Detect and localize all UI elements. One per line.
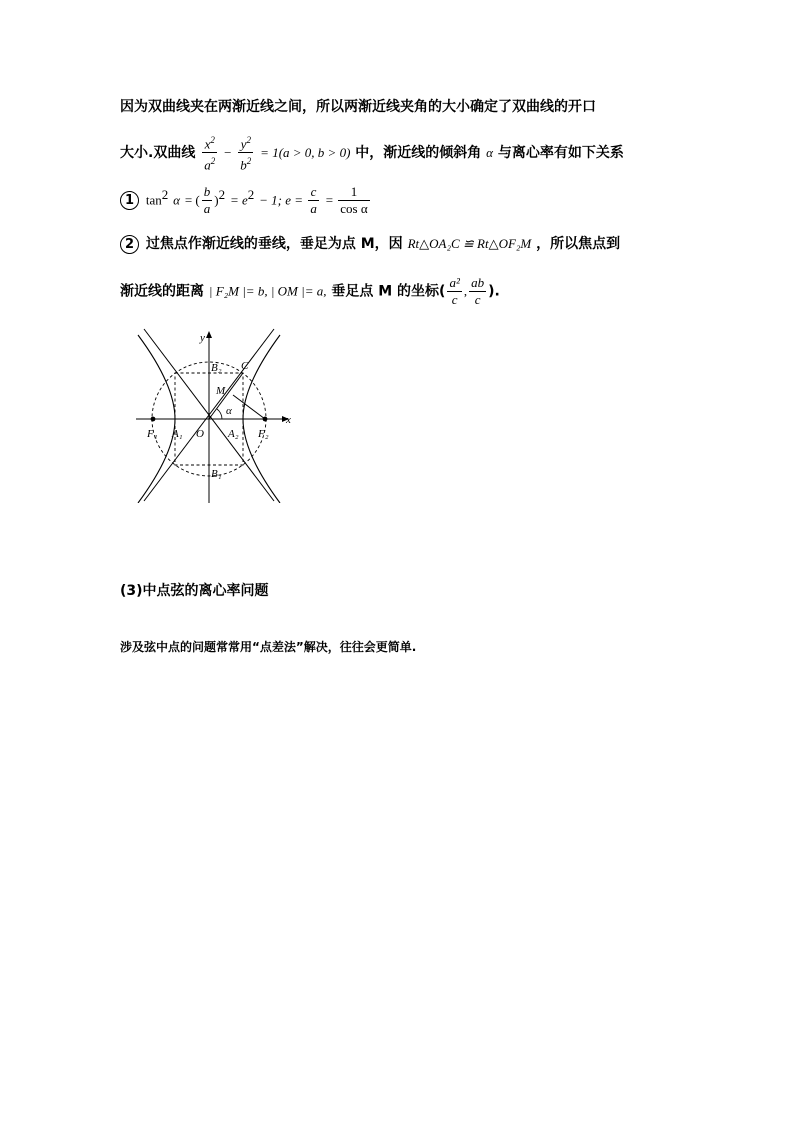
- paragraph-line-2: [120, 132, 624, 174]
- circled-number-1: 1: [120, 191, 139, 210]
- coord-ab: ab: [471, 275, 485, 290]
- label-A2: A₂: [228, 428, 239, 440]
- para1-end: 与离心率有如下关系: [497, 144, 624, 161]
- item-2-line-1: [120, 233, 620, 254]
- coord-c2: c: [474, 292, 481, 307]
- hyperbola-figure: [134, 327, 294, 503]
- frac-a: a: [203, 201, 211, 216]
- focus-F2-dot: [263, 417, 268, 422]
- alpha-1: α: [173, 192, 180, 208]
- frac-1: 1: [338, 184, 369, 201]
- fraction-1-cos: [338, 184, 369, 217]
- fraction-y2-b2: $\frac{y^2}{b^2}$: [238, 132, 253, 174]
- coord-c: c: [451, 292, 458, 307]
- label-y: y: [200, 332, 205, 344]
- fraction-c-a: [308, 184, 319, 217]
- focus-F1-dot: [151, 417, 156, 422]
- item-1-formula: 1 $\tan^2 \alpha$ = ( $\frac{b}{a}$ )$^2 = e^2 - 1$; e = $\frac{c}{a}$ = $\frac{1}{\text{cos α}}$: [120, 184, 372, 217]
- tan-label: tan: [145, 192, 162, 208]
- section-3-heading: (3)中点弦的离心率问题: [120, 583, 269, 599]
- eq-part-5: =: [325, 192, 337, 208]
- eq-part-2: ): [214, 192, 219, 208]
- alpha-symbol: α: [486, 144, 493, 160]
- label-A1: A₁: [172, 428, 183, 440]
- label-B2: B₂: [211, 362, 222, 374]
- item2-text4: 垂足点 M 的坐标(: [331, 283, 446, 300]
- paragraph-line-1: [120, 96, 596, 116]
- eq-part-4: − 1; e =: [259, 192, 307, 208]
- frac-cos: cos α: [340, 201, 368, 216]
- fraction-x2-a2: $\frac{x^2}{a^2}$: [202, 132, 217, 174]
- item-2-line-2: 渐近线的距离 | F₂M |= b, | OM |= a, 垂足点 M 的坐标( $\frac{\text{a²}}{c}$ , $\frac{ab}{c}$ ).: [120, 275, 500, 307]
- circled-number-2: 2: [120, 235, 139, 254]
- eq-part-1: = (: [184, 192, 200, 208]
- eq-b: b: [240, 157, 247, 173]
- segment-F2M: [233, 395, 265, 419]
- frac-c: c: [308, 184, 319, 201]
- eq-y: y: [240, 136, 247, 152]
- para1-prefix: 大小.双曲线: [120, 144, 196, 161]
- eq-x: x: [204, 136, 211, 152]
- eq-part-3: = e: [229, 192, 248, 208]
- label-B1: B₁: [211, 468, 222, 480]
- label-C: C: [241, 360, 249, 372]
- distance-expression: | F₂M |= b, | OM |= a,: [208, 283, 327, 299]
- fraction-ab-c: [469, 275, 486, 308]
- congruence-expression: Rt△OA₂C ≌ Rt△OF₂M: [407, 236, 532, 251]
- eq-minus: −: [224, 144, 232, 160]
- label-x: x: [286, 414, 291, 426]
- label-alpha: α: [226, 405, 232, 417]
- label-F2: F₂: [258, 428, 269, 440]
- item2-text2: ，所以焦点到: [536, 236, 621, 252]
- frac-a2: a: [310, 201, 317, 216]
- eq-condition: = 1(a > 0, b > 0): [260, 144, 351, 160]
- frac-b: b: [203, 184, 211, 199]
- y-axis-arrow: [206, 331, 212, 338]
- fraction-b-a: [202, 184, 213, 217]
- angle-arc: [217, 409, 222, 419]
- label-O: O: [196, 428, 204, 440]
- coord-a2: a²: [449, 275, 460, 290]
- item2-text3: 渐近线的距离: [120, 283, 204, 300]
- label-M: M: [216, 385, 226, 397]
- label-F1: F₁: [147, 428, 158, 440]
- item2-text5: ).: [488, 283, 500, 300]
- eq-a: a: [204, 157, 211, 173]
- tan-exp: 2: [161, 186, 169, 202]
- para1-text: 因为双曲线夹在两渐近线之间，所以两渐近线夹角的大小确定了双曲线的开口: [120, 99, 596, 115]
- section-3-body: 涉及弦中点的问题常常用“点差法”解决，往往会更简单.: [120, 640, 417, 654]
- item2-text1: 过焦点作渐近线的垂线，垂足为点 M，因: [145, 236, 403, 252]
- para1-post: 中，渐近线的倾斜角: [355, 144, 482, 161]
- fraction-a2-c: [447, 275, 461, 308]
